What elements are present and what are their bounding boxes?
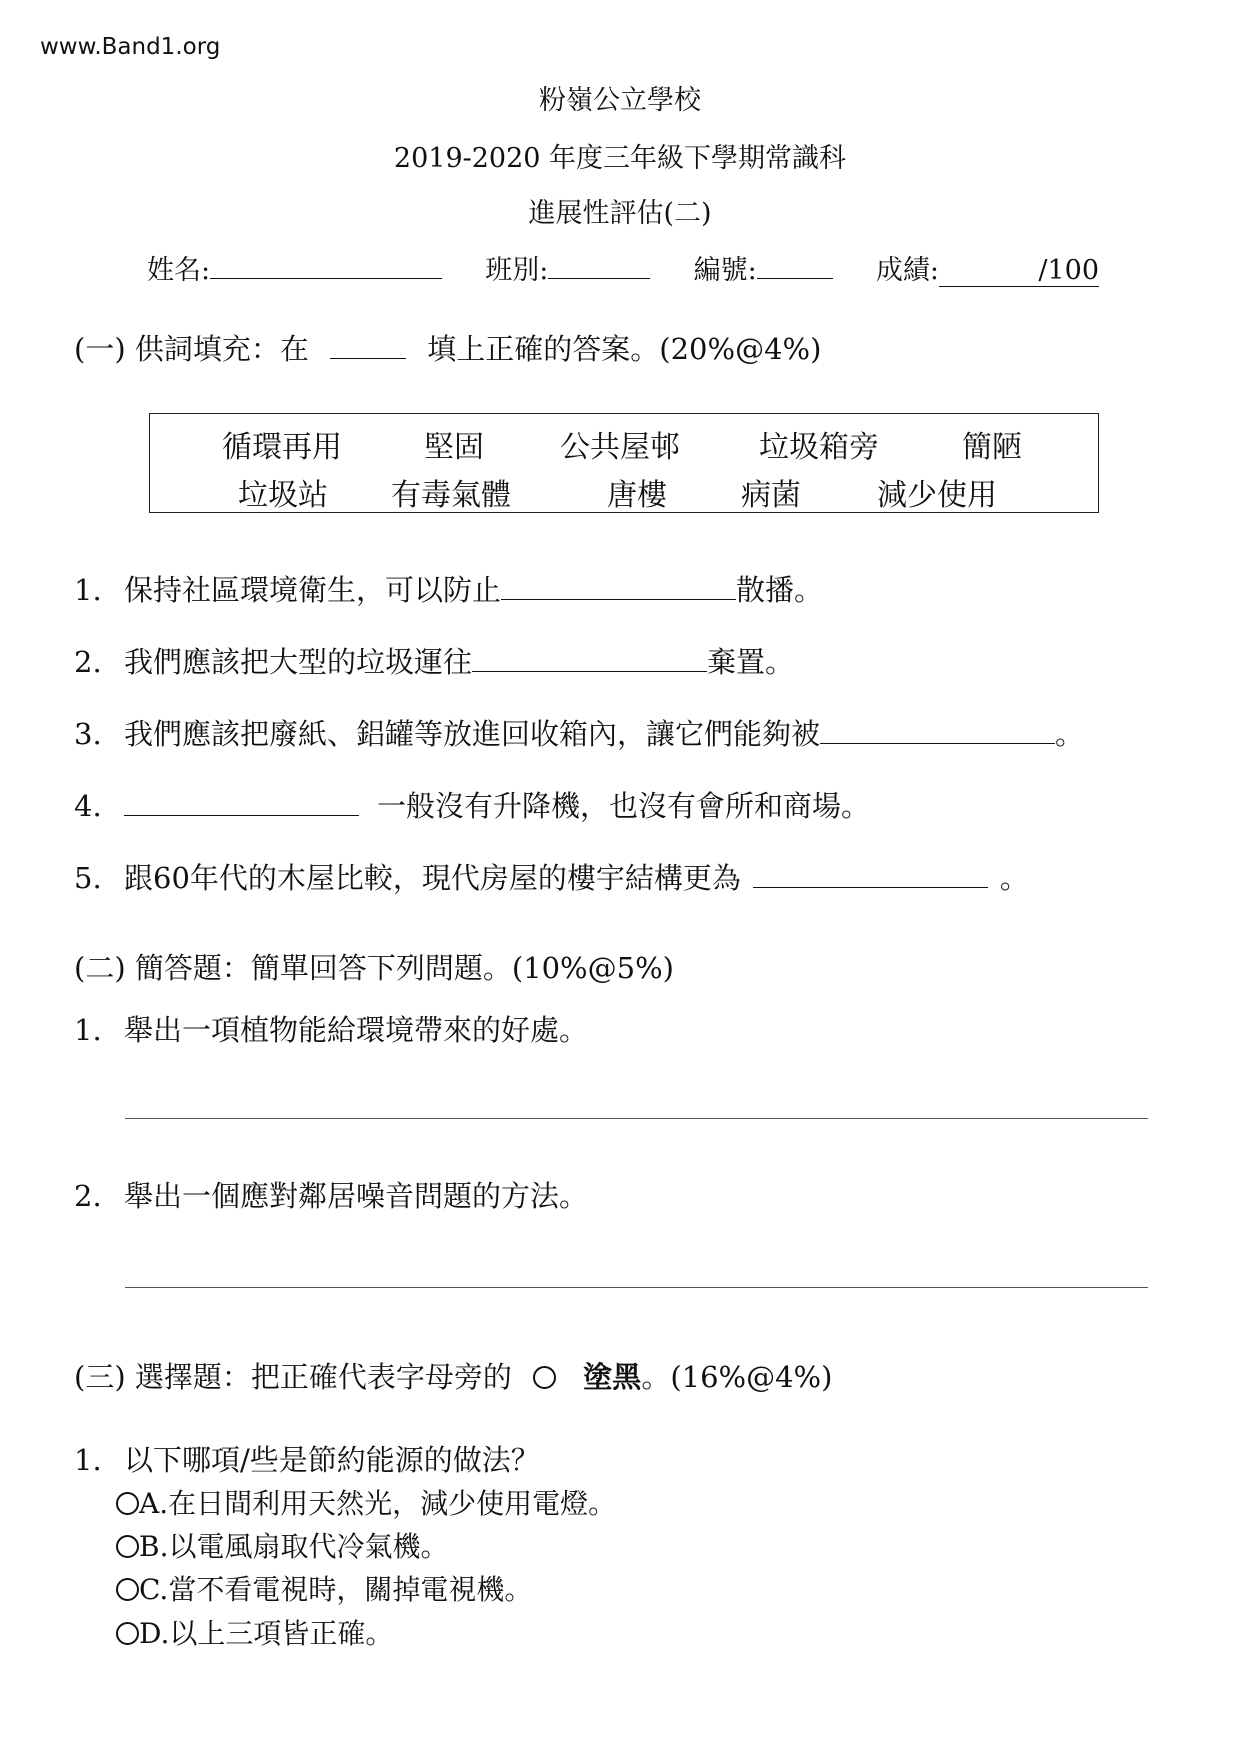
question-text: 舉出一個應對鄰居噪音問題的方法。 — [124, 1179, 589, 1213]
question-text-end: 。 — [999, 861, 1029, 895]
number-blank — [757, 278, 833, 279]
word-bank-item: 垃圾箱旁 — [759, 430, 879, 465]
word-bank-item: 堅固 — [424, 430, 484, 465]
score-total: /100 — [1038, 255, 1099, 286]
name-blank — [210, 278, 442, 279]
name-label: 姓名: — [147, 255, 211, 286]
question-text-end: 一般沒有升降機，也沒有會所和商場。 — [377, 789, 871, 823]
question-text: 我們應該把廢紙、鋁罐等放進回收箱內，讓它們能夠被 — [124, 717, 821, 751]
number-label: 編號: — [693, 255, 757, 286]
word-bank-item: 公共屋邨 — [560, 430, 680, 465]
watermark: www.Band1.org — [40, 34, 221, 60]
word-bank-box — [149, 413, 1099, 513]
word-bank-item: 垃圾站 — [238, 478, 328, 513]
option-circle-icon[interactable] — [116, 1535, 139, 1558]
school-name: 粉嶺公立學校 — [539, 85, 701, 116]
section2-title: (二) 簡答題：簡單回答下列問題。(10%@5%) — [74, 951, 674, 985]
section1-title-suffix: 填上正確的答案。(20%@4%) — [427, 332, 822, 366]
section3-title-text: (三) 選擇題：把正確代表字母旁的 — [74, 1360, 512, 1394]
circle-icon — [533, 1366, 556, 1389]
score-blank — [939, 255, 1099, 287]
option-letter: B. — [139, 1530, 169, 1563]
question-number: 2. — [74, 645, 102, 679]
fill-question-1 — [74, 568, 823, 609]
answer-blank[interactable] — [820, 743, 1055, 744]
short-question-2 — [74, 1174, 588, 1215]
section1-title-blank — [330, 358, 406, 359]
answer-line-1[interactable] — [125, 1118, 1148, 1119]
word-bank-item: 循環再用 — [222, 430, 342, 465]
option-letter: C. — [139, 1573, 169, 1606]
question-number: 3. — [74, 717, 102, 751]
answer-blank[interactable] — [124, 815, 359, 816]
section1-title — [74, 327, 821, 368]
question-text: 跟60年代的木屋比較，現代房屋的樓宇結構更為 — [124, 861, 741, 895]
option-letter: A. — [139, 1487, 169, 1520]
word-bank-row-1 — [150, 422, 1100, 465]
section1-title-text: (一) 供詞填充：在 — [74, 332, 309, 366]
fill-question-5 — [74, 856, 1029, 897]
option-circle-icon[interactable] — [116, 1622, 139, 1645]
option-text: 當不看電視時，關掉電視機。 — [168, 1573, 533, 1606]
question-text: 舉出一項植物能給環境帶來的好處。 — [124, 1013, 589, 1047]
word-bank-item: 減少使用 — [877, 478, 997, 513]
answer-blank[interactable] — [753, 887, 988, 888]
word-bank-item: 簡陋 — [962, 430, 1022, 465]
word-bank-item: 唐樓 — [607, 478, 667, 513]
option-text: 以電風扇取代冷氣機。 — [168, 1530, 449, 1563]
word-bank-item: 病菌 — [741, 478, 801, 513]
option-circle-icon[interactable] — [116, 1578, 139, 1601]
answer-blank[interactable] — [472, 671, 707, 672]
term-title: 2019-2020 年度三年級下學期常識科 — [393, 143, 847, 174]
score-label: 成績: — [875, 255, 939, 286]
question-text: 保持社區環境衛生，可以防止 — [124, 573, 502, 607]
option-letter: D. — [139, 1617, 170, 1650]
word-bank-item: 有毒氣體 — [391, 478, 511, 513]
class-blank — [548, 278, 650, 279]
question-text-end: 。 — [1055, 717, 1085, 751]
fill-question-2 — [74, 640, 794, 681]
question-number: 1. — [74, 573, 102, 607]
fill-question-4 — [74, 784, 870, 825]
section3-title-suffix: 。(16%@4%) — [641, 1360, 833, 1394]
section3-title-bold: 塗黑 — [583, 1360, 642, 1394]
mc-option-d[interactable] — [116, 1612, 393, 1652]
mc-question-1 — [74, 1438, 540, 1479]
word-bank-row-2 — [150, 470, 1100, 513]
fill-question-3 — [74, 712, 1084, 753]
question-number: 1. — [74, 1443, 102, 1477]
option-text: 在日間利用天然光，減少使用電燈。 — [168, 1487, 617, 1520]
question-number: 4. — [74, 789, 102, 823]
question-number: 5. — [74, 861, 102, 895]
question-text: 我們應該把大型的垃圾運往 — [124, 645, 473, 679]
student-info-row — [147, 248, 1099, 287]
answer-line-2[interactable] — [125, 1287, 1148, 1288]
question-number: 2. — [74, 1179, 102, 1213]
question-text-end: 棄置。 — [707, 645, 795, 679]
section3-title — [74, 1355, 832, 1396]
question-text: 以下哪項/些是節約能源的做法？ — [124, 1443, 540, 1477]
option-circle-icon[interactable] — [116, 1492, 139, 1515]
assessment-title: 進展性評估(二) — [528, 198, 712, 229]
mc-option-c[interactable] — [116, 1568, 532, 1608]
mc-option-a[interactable] — [116, 1482, 616, 1522]
answer-blank[interactable] — [501, 599, 736, 600]
question-number: 1. — [74, 1013, 102, 1047]
short-question-1 — [74, 1008, 588, 1049]
mc-option-b[interactable] — [116, 1525, 449, 1565]
question-text-end: 散播。 — [736, 573, 824, 607]
class-label: 班別: — [485, 255, 549, 286]
option-text: 以上三項皆正確。 — [169, 1617, 394, 1650]
